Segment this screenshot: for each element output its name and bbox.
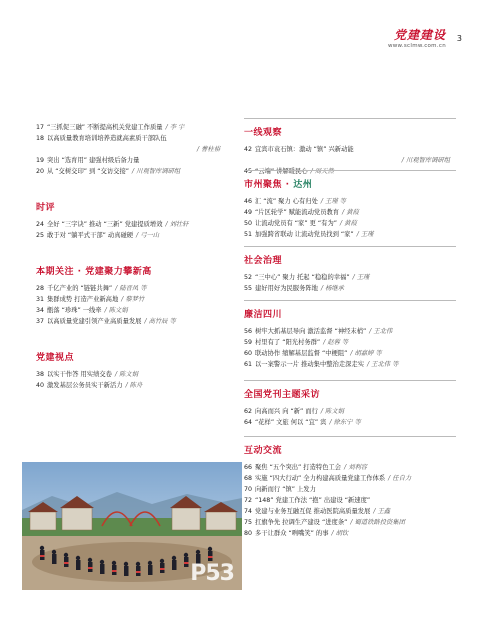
section-city-focus	[244, 170, 456, 240]
page-number: 3	[456, 34, 462, 43]
toc-entry[interactable]: 38 以实干作答 用实绩交卷 / 陈文娟	[36, 371, 138, 378]
toc-entry[interactable]: 49 “片区轮学” 赋能流动党员教育 / 黄葭	[244, 209, 359, 216]
toc-entry[interactable]: 74 党建与业务互融互促 推动医院高质量发展 / 王鑫	[244, 508, 391, 515]
toc-entry[interactable]: 24 全好 “三字诀” 推动 “三新” 党建提质增效 / 刘壮轩	[36, 221, 189, 228]
toc-entry[interactable]: 25 敢于对 “躺平式干部” 动真碰硬 / 弓一山	[36, 232, 160, 239]
toc-entry[interactable]: 60 联动协作 缩解基层监督 “中梗阻” / 胡嘉婷 等	[244, 350, 382, 357]
toc-entry[interactable]: 19 突出 “选育用” 建强村级后备力量	[36, 157, 140, 164]
toc-entry[interactable]: 34 甑落 “珍珠” 一线牵 / 陈文娟	[36, 307, 128, 314]
toc-entry[interactable]: 18 以高质量教育培训培养造就高素质干部队伍	[36, 135, 167, 142]
toc-entry[interactable]: 68 实施 “四大行动” 全力构建高质量党建工作体系 / 任自力	[244, 475, 412, 482]
toc-entry[interactable]: 17 “三抓促三融” 不断提高机关党建工作质量 / 李 宇	[36, 124, 185, 131]
section-title: 互动交流	[244, 436, 456, 456]
section-exchange	[244, 436, 456, 539]
toc-entry[interactable]: 51 加强跨省联动 让流动党员找到 “家” / 王瑾	[244, 231, 374, 238]
section-national-interview	[244, 380, 456, 428]
section-title: 本期关注 · 党建聚力攀新高	[36, 267, 152, 277]
toc-entry[interactable]: 52 “三中心” 聚力 托起 “稳稳的幸福” / 王瑾	[244, 274, 370, 281]
section-title: 廉洁四川	[244, 300, 456, 320]
toc-entry[interactable]: 20 从 “交树交印” 到 “交访交接” / 川观智库调研组	[36, 168, 181, 175]
toc-entry[interactable]: 56 树牢大抓基层导向 激活监督 “神经末梢” / 王北伟	[244, 328, 393, 335]
cover-photo	[22, 462, 242, 590]
toc-entry[interactable]: 66 聚焦 “五个突出” 打造特色工会 / 刘利容	[244, 464, 368, 471]
section-title: 全国党刊主题采访	[244, 380, 456, 400]
toc-entry-author: / 曹柱裕	[196, 146, 220, 153]
toc-entry[interactable]: 72 “148” 党建工作法 “抱” 出建设 “新速度”	[244, 497, 371, 504]
toc-entry[interactable]: 50 让流动党员有 “家” 更 “有为” / 黄葭	[244, 220, 357, 227]
intro-entries	[36, 122, 226, 177]
section-focus	[36, 264, 226, 327]
section-integrity	[244, 300, 456, 370]
toc-entry[interactable]: 75 扛旗争先 拉调生产建设 “进度条” / 蜀道铁路投资集团	[244, 519, 405, 526]
photo-page-label[interactable]: P53	[190, 561, 234, 586]
toc-entry[interactable]: 45 “云端” 讲解暖民心 / 周天然	[244, 168, 334, 175]
section-social-governance	[244, 246, 456, 294]
toc-entry[interactable]: 46 汇 “流” 聚力 心有归处 / 王瑾 等	[244, 198, 346, 205]
toc-entry[interactable]: 31 集群成势 打造产业新高地 / 黎梦竹	[36, 296, 145, 303]
toc-entry[interactable]: 55 建好用好为民服务阵地 / 杨继承	[244, 285, 344, 292]
toc-entry[interactable]: 42 宜宾市袁石镇：激动 “镇” 兴新动能	[244, 146, 354, 153]
magazine-logo	[388, 26, 446, 49]
toc-entry[interactable]: 62 向高而兴 向 “新” 而行 / 陈文娟	[244, 408, 344, 415]
toc-entry[interactable]: 28 千亿产业的 “链链共舞” / 陆晋凤 等	[36, 285, 147, 292]
section-viewpoint	[36, 350, 226, 391]
section-commentary	[36, 200, 226, 241]
toc-entry-author: / 川观智库调研组	[401, 157, 450, 164]
toc-entry[interactable]: 70 向新而行 “镇” 上发力	[244, 486, 316, 493]
toc-entry[interactable]: 61 以一案警示一片 推动集中整治走深走实 / 王北伟 等	[244, 361, 399, 368]
logo-text: 党建建设	[393, 28, 446, 42]
section-title: 市州聚焦 · 达州	[244, 170, 456, 190]
toc-entry[interactable]: 64 “花样” 文旅 何以 “宜” 宾 / 徐东宁 等	[244, 419, 361, 426]
section-title: 党建视点	[36, 353, 75, 363]
section-title: 时评	[36, 203, 56, 213]
toc-entry[interactable]: 40 激发基层公务员实干新活力 / 陈舟	[36, 382, 143, 389]
section-frontline	[244, 118, 456, 177]
toc-entry[interactable]: 59 村里有了 “阳光村务群” / 赵蓉 等	[244, 339, 349, 346]
section-title: 社会治理	[244, 246, 456, 266]
website-url[interactable]: www.sclmw.com.cn	[387, 43, 446, 49]
toc-entry[interactable]: 80 多干让群众 “咧嘴笑” 的事 / 胡钦	[244, 530, 349, 537]
toc-entry[interactable]: 37 以高质量党建引领产业高质量发展 / 高竹辰 等	[36, 318, 176, 325]
section-title: 一线观察	[244, 118, 456, 138]
